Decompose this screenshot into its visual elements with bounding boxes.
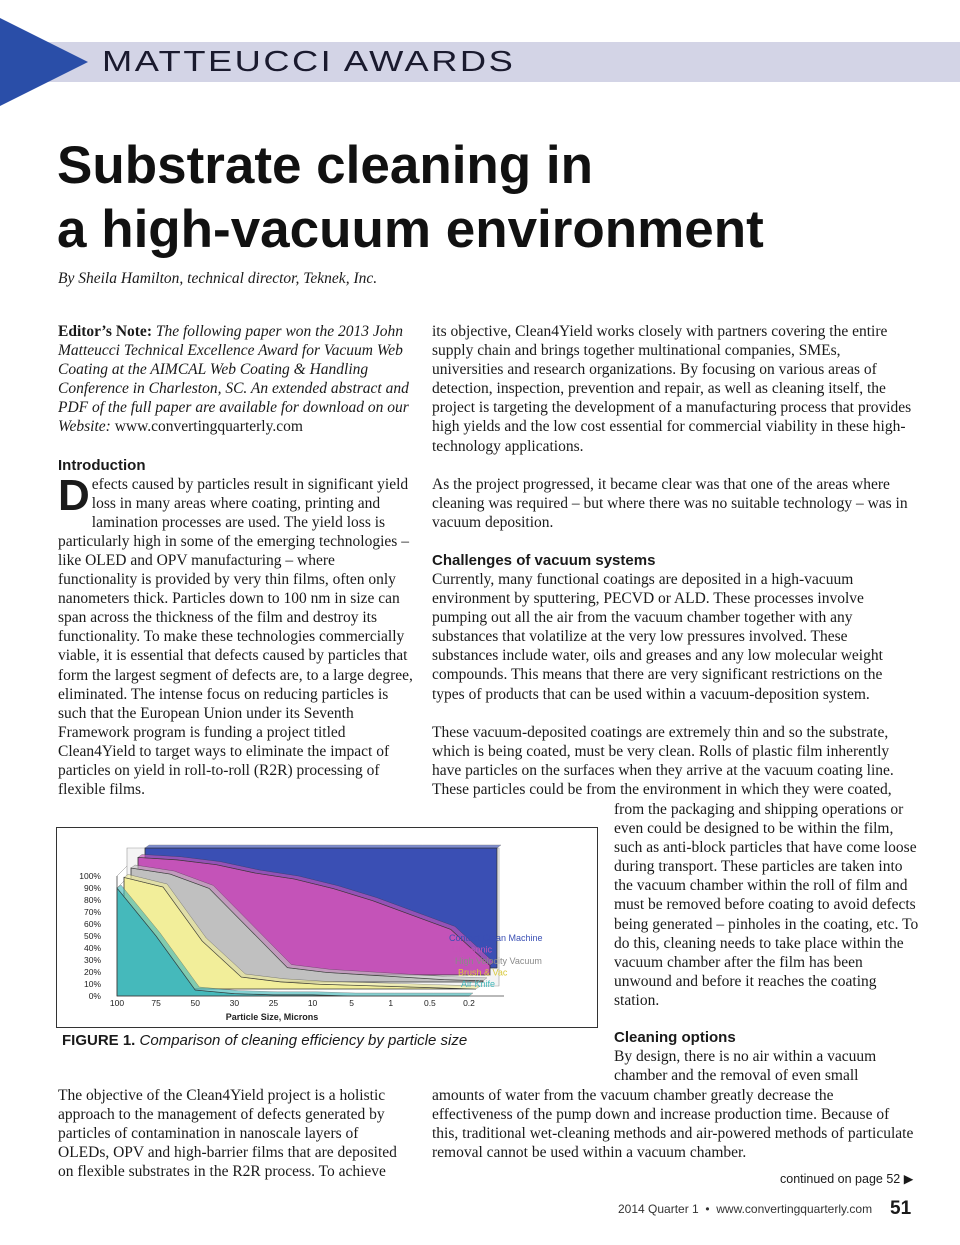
chart-x-tick-label: 0.5 xyxy=(423,998,436,1008)
page-number: 51 xyxy=(890,1198,912,1219)
left-column xyxy=(58,322,413,799)
heading-challenges: Challenges of vacuum systems xyxy=(432,551,656,569)
intro-paragraph xyxy=(58,470,413,800)
heading-introduction: Introduction xyxy=(58,456,146,474)
chart-legend-entry: High Velocity Vacuum xyxy=(455,956,542,966)
intro-text: efects caused by particles result in significant yield loss in many areas where coating, printing and lamination processes are used. The yield loss is particularly high in some of the emerging technologies – like OLED and OPV manufacturing – where functionality is provided by very thin films, often only nanometers thick. Particles down to 100 nm in size can span across the thickness of the film and destroy its functionality. To make these technologies commercially viable, it is essential that defects caused by particles that form the largest segment of defects are, to a large degree, eliminated. The intense focus on reducing particles is such that the European Union under its Seventh Framework program is funding a project titled Clean4Yield to target ways to eliminate the impact of particles on yield in roll-to-roll (R2R) processing of flexible films. xyxy=(58,475,413,799)
chart-x-tick-label: 50 xyxy=(190,998,200,1008)
title-line-2: a high-vacuum environment xyxy=(57,200,764,259)
chart-x-tick-label: 5 xyxy=(349,998,355,1008)
area-series-top-0 xyxy=(145,845,501,848)
editor-note-text: The following paper won the 2013 John Matteucci Technical Excellence Award for Vacuum Web Coating at the AIMCAL Web Coating & Handling Conference in Charleston, SC. An extended abstract and PDF of the full paper are available for download on our Website: xyxy=(58,323,409,436)
editor-note-url[interactable]: www.convertingquarterly.com xyxy=(114,418,303,436)
cleaning-efficiency-chart xyxy=(57,828,596,1026)
right-paragraph-3: Currently, many functional coatings are deposited in a high-vacuum environment by sputtering, PECVD or ALD. These processes involve pumping out all the air from the vacuum chamber together with any substances that volatilize at the very low pressures involved. These substances include water, oils and greases and any low molecular weight compounds. This means that there are very significant restrictions on the types of products that can be used within a vacuum-deposition system. xyxy=(432,570,883,703)
right-paragraph-4-continued: from the packaging and shipping operations or even could be designed to be within the film, such as anti-block particles that have come loose during transport. These particles are taken into the vacuum chamber within the roll of film and must be removed before coating to avoid defects being generated – pinholes in the coating, etc. To do this, cleaning needs to take place within the vacuum chamber after the film has been unwound and before it reaches the coating station. xyxy=(614,801,919,1009)
chart-x-tick-label: 25 xyxy=(268,998,279,1008)
chart-x-tick-label: 10 xyxy=(307,998,318,1008)
heading-cleaning-options: Cleaning options xyxy=(614,1029,736,1046)
chart-y-tick-label: 70% xyxy=(83,907,101,917)
chart-x-tick-label: 1 xyxy=(388,998,394,1008)
section-label: MATTEUCCI AWARDS xyxy=(102,46,516,78)
figure-label: FIGURE 1. xyxy=(62,1032,136,1049)
chart-y-tick-label: 20% xyxy=(83,967,101,977)
chart-y-tick-label: 50% xyxy=(83,931,101,941)
figure-1 xyxy=(56,827,598,1028)
chart-y-tick-label: 0% xyxy=(88,991,101,1001)
footer-bullet: • xyxy=(705,1202,710,1216)
chart-legend-entry: Ultrasonic xyxy=(452,944,493,955)
footer-issue: 2014 Quarter 1 xyxy=(618,1202,699,1216)
chart-legend-entry: Air Knife xyxy=(461,979,496,989)
editor-note xyxy=(58,322,413,437)
chart-y-tick-label: 100% xyxy=(79,871,101,881)
chart-legend-entry: Contact Clean Machine xyxy=(449,933,543,943)
header-triangle-icon xyxy=(0,18,88,106)
chart-y-tick-label: 30% xyxy=(83,955,101,965)
figure-caption-text: Comparison of cleaning efficiency by particle size xyxy=(139,1032,468,1049)
chart-x-ticks xyxy=(110,998,475,1008)
article-title xyxy=(57,134,917,262)
editor-note-label: Editor’s Note: xyxy=(58,323,152,340)
chart-legend-entry: Brush & Vac xyxy=(458,967,508,978)
cleaning-paragraph-rest: amounts of water from the vacuum chamber greatly decrease the effectiveness of the pump down and increase production time. Because of this, traditional wet-cleaning methods and air-powered methods of particulate removal cannot be used within a vacuum chamber. xyxy=(432,1087,914,1162)
chart-areas xyxy=(117,845,504,996)
chart-y-tick-label: 40% xyxy=(83,943,101,953)
chart-y-tick-label: 60% xyxy=(83,919,101,929)
title-line-1: Substrate cleaning in xyxy=(57,136,594,195)
continued-note[interactable] xyxy=(780,1171,913,1186)
right-paragraph-1: its objective, Clean4Yield works closely with partners covering the entire supply chain and brings together multinational companies, SMEs, universities and research organizations. By focusing on various areas of detection, inspection, prevention and repair, as well as cleaning itself, the project is targeting the development of a manufacturing process that provides high yields and the low cost essential for commercial viability in these high-technology applications. xyxy=(432,323,912,455)
chart-x-tick-label: 0.2 xyxy=(463,998,475,1008)
right-paragraph-2: As the project progressed, it became clear was that one of the areas where cleaning was required – but where there was no suitable technology – was in vacuum deposition. xyxy=(432,475,908,531)
chart-x-tick-label: 30 xyxy=(229,998,240,1008)
continued-arrow-icon: ▶ xyxy=(903,1172,914,1186)
chart-x-tick-label: 100 xyxy=(109,998,125,1008)
chart-y-ticks xyxy=(79,871,101,1001)
footer-website[interactable]: www.convertingquarterly.com xyxy=(716,1202,873,1216)
chart-y-tick-label: 10% xyxy=(83,979,101,989)
figure-caption xyxy=(62,1032,467,1049)
continued-text: continued on page 52 xyxy=(780,1172,901,1186)
chart-y-tick-label: 80% xyxy=(83,895,101,905)
right-column xyxy=(432,322,912,799)
byline: By Sheila Hamilton, technical director, Teknek, Inc. xyxy=(58,270,378,287)
cleaning-options-block xyxy=(614,1028,919,1085)
chart-y-tick-label: 90% xyxy=(83,883,101,893)
chart-x-tick-label: 75 xyxy=(151,998,161,1008)
footer-info xyxy=(618,1202,872,1216)
objective-paragraph: The objective of the Clean4Yield project is a holistic approach to the management of defects generated by particles of contamination in nanoscale layers of OLEDs, OPV and high-barrier films that are deposited on flexible substrates in the R2R process. To achieve xyxy=(58,1087,397,1181)
drop-cap: D xyxy=(58,470,90,520)
cleaning-paragraph-start: By design, there is no air within a vacuum chamber and the removal of even small xyxy=(614,1048,877,1085)
right-paragraph-4: These vacuum-deposited coatings are extremely thin and so the substrate, which is being coated, must be very clean. Rolls of plastic film inherently have particles on the surfaces when they arrive at the vacuum coating line. These particles could be from the environment in which they were coated, xyxy=(432,723,894,798)
chart-gridline xyxy=(117,866,127,876)
chart-x-label: Particle Size, Microns xyxy=(225,1012,319,1022)
